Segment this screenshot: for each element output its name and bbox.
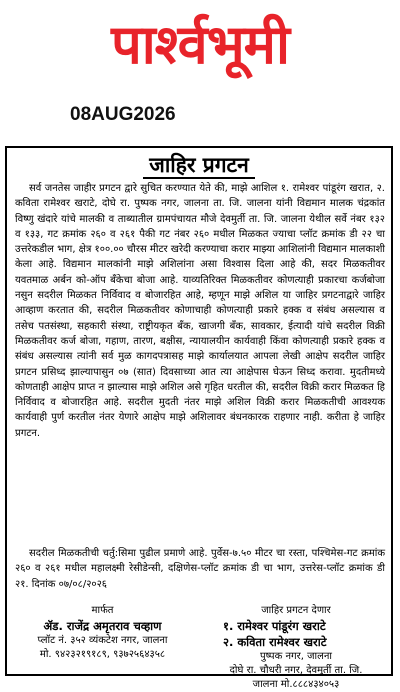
advocate-address: प्लॉट नं. ३५२ व्यंकटेश नगर, जालना [37, 635, 168, 646]
notice-heading [7, 152, 391, 178]
advocate-block [15, 604, 190, 662]
public-notice [5, 146, 393, 690]
givers-title: जाहिर प्रगटन देणार [261, 605, 331, 616]
advocate-phone: मो. ९४२३२१९१८९, ९३७२५६४३५८ [39, 649, 166, 660]
giver-address-1: पुष्पक नगर, जालना [260, 651, 332, 662]
masthead [0, 0, 400, 90]
giver-name-1: १. रामेश्वर पांडूरंग खराटे [223, 619, 326, 633]
notice-givers-block [203, 604, 389, 692]
issue-date: 08AUG2026 [70, 104, 176, 125]
advocate-name: ॲड. राजेंद्र अमृतराव चव्हाण [43, 619, 162, 633]
property-boundaries: सदरील मिळकतीची चर्तु:सिमा पुढील प्रमाणे आहे. पुर्वेस-७.५० मीटर चा रस्ता, पश्चिमेस-गट क्रमांक २६० व २६१ मधील महालक्ष्मी रेसीडेन्सी, दक्षिणेस-प्लॉट क्रमांक डी चा भाग, उत्तरेस-प्लॉट क्रमांक डी २१. दिनांक ०७/०८/२०२६ [15, 548, 385, 590]
notice-body: सर्व जनतेस जाहीर प्रगटन द्वारे सुचित करण्यात येते की, माझे आशिल १. रामेश्वर पांडूरंग खरात, २. कविता रामेश्वर खराटे, दोघे रा. पुष्पक नगर, जालना ता. जि. जालना यांनी विद्यमान मालक चंद्रकांत विष्णु खंदारे यांचे मालकी व ताब्यातील ग्रामपंचायत मौजे देवमुर्ती ता. जि. जालना येथील सर्वे नंबर १३२ व १३३, गट क्रमांक २६० व २६१ पैकी गट नंबर २६० मधील मिळकत ज्याचा प्लॉट क्रमांक डी २२ चा उत्तरेकडील भाग, क्षेत्र १००.०० चौरस मीटर खरेदी करण्याचा करार माझ्या आशिलांनी विद्यमान मालकाशी केला आहे. विद्यमान मालकांनी माझे अशिलांना असा विश्वास दिला आहे की, सदर मिळकतीवर यवतमाळ अर्बन को-ऑप बँकेचा बोजा आहे. याव्यतिरिक्त मिळकतीवर कोणत्याही प्रकारचा कर्जबोजा नसुन सदरील मिळकत निर्विवाद व बोजारहित आहे, म्हणून माझे अशिल या जाहिर प्रगटनाद्वारे जाहिर आव्हाण करतात की, सदरील मिळकतीवर कोणाचाही कोणत्याही प्रकारे हक्क व संबंध असल्यास व तसेच पतसंस्था, सहकारी संस्था, राष्ट्रीयकृत बँक, खाजगी बँक, सावकार, ईत्यादी यांचे सदरील विक्री मिळकतीवर कर्ज बोजा, गहाण, तारण, बक्षीस, न्यायालयीन कार्यवाही किंवा कोणत्याही प्रकारे हक्क व संबंध असल्यास त्यांनी सर्व मुळ कागदपत्रासह माझे कार्यालयात आपला लेखी आक्षेप सदरील जाहिर प्रगटन प्रसिध्द झाल्यापासुन ०७ (सात) दिवसाच्या आत त्या आक्षेपास घेऊन सिध्द करावा. मुदतीमध्ये कोणताही आक्षेप प्राप्त न झाल्यास माझे अशिल असे गृहित धरतील की, सदरील विक्री करार मिळकत हि निर्विवाद व बोजारहित आहे. सदरील मुदती नंतर माझे अशिल विक्री करार मिळकतीची आवश्यक कार्यवाही पुर्ण करतील नंतर येणारे आक्षेप माझे अशिलावर बंधनकारक राहणार नाही. करीता हे जाहिर प्रगटन. [15, 183, 385, 439]
giver-address-2: दोघे रा. चौधरी नगर, देवमुर्ती ता. जि. [229, 665, 363, 676]
giver-address-3: जालना मो.८८८४३४०५३ [252, 679, 340, 690]
newspaper-logo: पार्श्वभूमी [111, 13, 289, 76]
giver-name-2: २. कविता रामेश्वर खराटे [223, 635, 327, 649]
notice-heading-text: जाहिर प्रगटन [143, 153, 255, 179]
via-label: मार्फत [91, 605, 114, 616]
